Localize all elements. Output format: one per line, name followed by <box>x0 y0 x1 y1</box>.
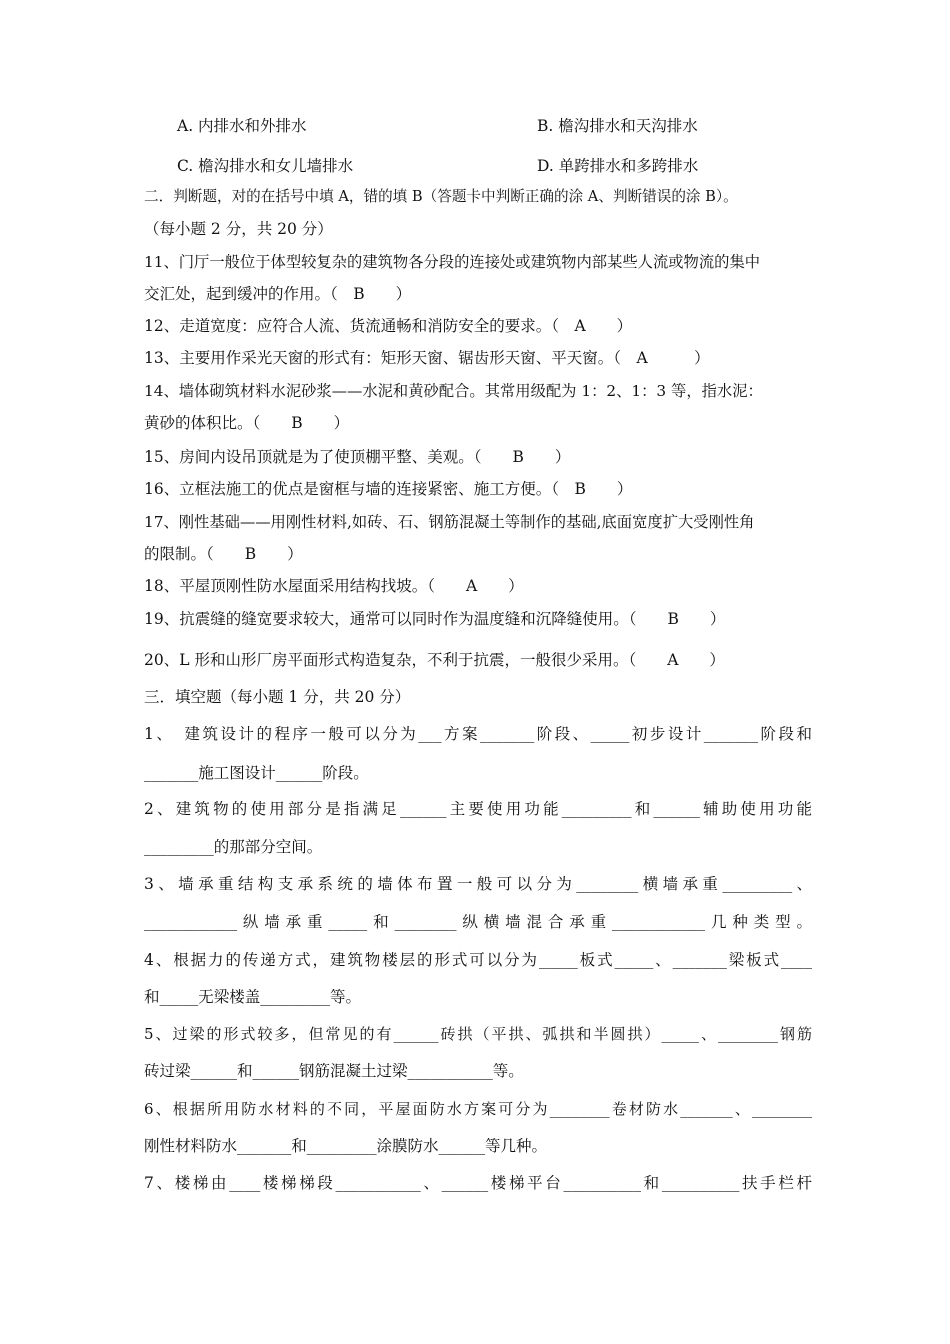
question-11: 11、门厅一般位于体型较复杂的建筑物各分段的连接处或建筑物内部某些人流或物流的集中 <box>144 253 761 271</box>
fill-6-cont: 刚性材料防水_______和_________涂膜防水______等几种。 <box>144 1137 548 1155</box>
question-17: 17、刚性基础——用刚性材料,如砖、石、钢筋混凝土等制作的基础,底面宽度扩大受刚性角 <box>144 513 755 531</box>
fill-5: 5、过梁的形式较多，但常见的有______砖拱（平拱、弧拱和半圆拱）_____、________钢筋 <box>144 1025 812 1043</box>
fill-1-cont: _______施工图设计______阶段。 <box>144 764 369 782</box>
section3-heading: 三．填空题（每小题 1 分，共 20 分） <box>144 688 411 706</box>
fill-4: 4、根据力的传递方式，建筑物楼层的形式可以分为_____板式_____、_______梁板式____ <box>144 951 812 969</box>
fill-7: 7、楼梯由____楼梯梯段___________、______楼梯平台__________和__________扶手栏杆 <box>144 1174 812 1192</box>
section2-heading: 二．判断题，对的在括号中填 A，错的填 B（答题卡中判断正确的涂 A、判断错误的涂 B）。 <box>144 188 738 205</box>
question-14: 14、墙体砌筑材料水泥砂浆——水泥和黄砂配合。其常用级配为 1：2、1：3 等，指水泥： <box>144 382 763 400</box>
option-a: A. 内排水和外排水 <box>177 117 307 135</box>
fill-5-cont: 砖过梁______和______钢筋混凝土过梁___________等。 <box>144 1062 524 1080</box>
question-19: 19、抗震缝的缝宽要求较大，通常可以同时作为温度缝和沉降缝使用。（ B ） <box>144 610 726 628</box>
question-13: 13、主要用作采光天窗的形式有：矩形天窗、锯齿形天窗、平天窗。（ A ） <box>144 349 710 367</box>
fill-3: 3、墙承重结构支承系统的墙体布置一般可以分为________横墙承重_________、 <box>144 875 812 893</box>
question-15: 15、房间内设吊顶就是为了使顶棚平整、美观。（ B ） <box>144 448 571 466</box>
question-12: 12、走道宽度：应符合人流、货流通畅和消防安全的要求。（ A ） <box>144 317 633 335</box>
question-14-cont: 黄砂的体积比。（ B ） <box>144 414 350 432</box>
option-c: C. 檐沟排水和女儿墙排水 <box>177 157 354 175</box>
fill-2: 2、建筑物的使用部分是指满足______主要使用功能_________和______辅助使用功能 <box>144 800 812 818</box>
question-18: 18、平屋顶刚性防水屋面采用结构找坡。（ A ） <box>144 577 524 595</box>
question-20: 20、L 形和山形厂房平面形式构造复杂，不利于抗震，一般很少采用。（ A ） <box>144 651 725 669</box>
fill-2-cont: _________的那部分空间。 <box>144 838 323 856</box>
section2-heading-score: （每小题 2 分，共 20 分） <box>144 220 333 238</box>
fill-6: 6、根据所用防水材料的不同，平屋面防水方案可分为________卷材防水_______、________ <box>144 1100 812 1118</box>
question-16: 16、立框法施工的优点是窗框与墙的连接紧密、施工方便。（ B ） <box>144 480 633 498</box>
fill-1: 1、 建筑设计的程序一般可以分为___方案_______阶段、_____初步设计_______阶段和 <box>144 725 812 743</box>
question-17-cont: 的限制。（ B ） <box>144 545 303 563</box>
option-b: B. 檐沟排水和天沟排水 <box>537 117 698 135</box>
question-11-cont: 交汇处，起到缓冲的作用。（ B ） <box>144 285 412 303</box>
fill-3-cont: ____________纵墙承重_____和________纵横墙混合承重____________几种类型。 <box>144 913 812 931</box>
option-d: D. 单跨排水和多跨排水 <box>537 157 699 175</box>
fill-4-cont: 和_____无梁楼盖_________等。 <box>144 988 362 1006</box>
